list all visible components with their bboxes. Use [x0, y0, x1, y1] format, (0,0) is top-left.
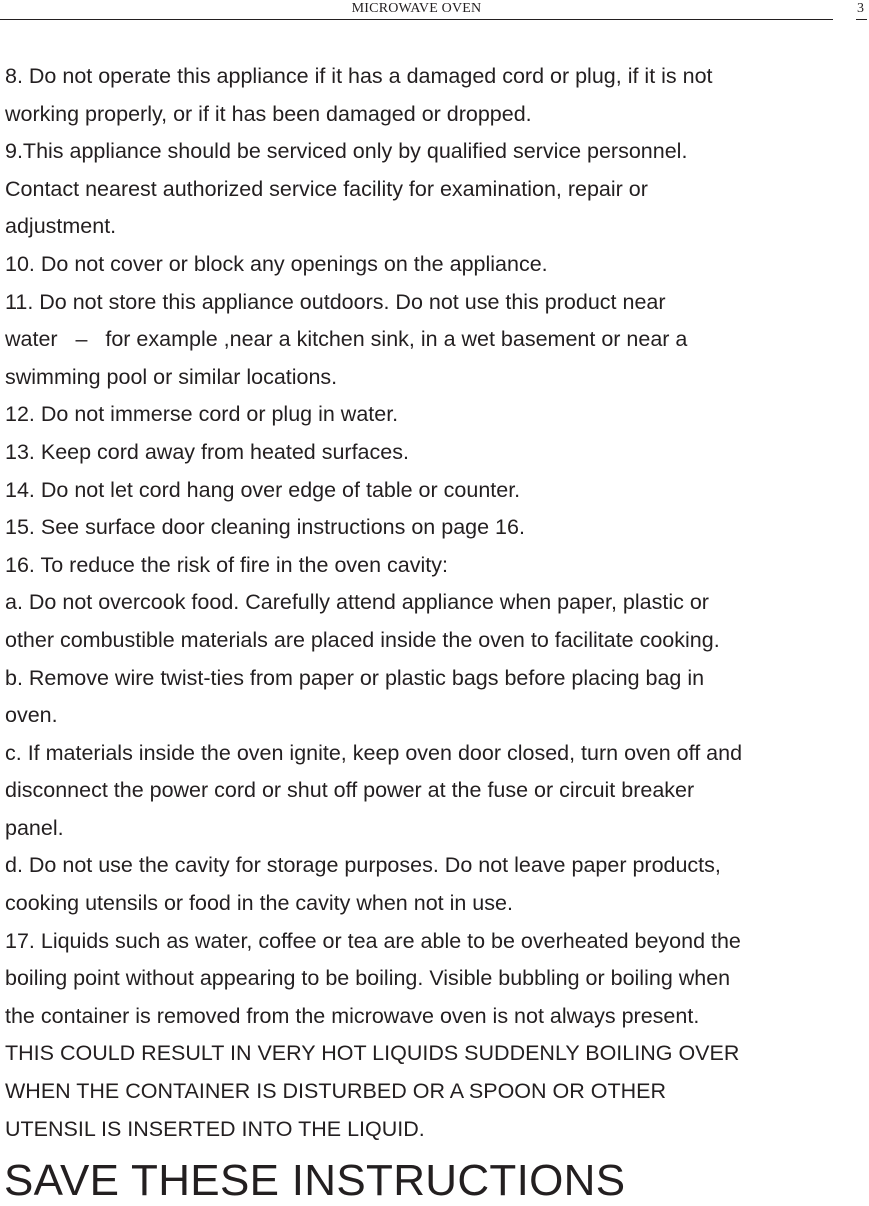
text-line: water – for example ,near a kitchen sink, in a wet basement or near a [5, 327, 688, 352]
text-line: 12. Do not immerse cord or plug in water. [5, 402, 399, 427]
text-line: other combustible materials are placed inside the oven to facilitate cooking. [5, 627, 720, 652]
header-title: MICROWAVE OVEN [351, 1, 482, 16]
text-line: 8. Do not operate this appliance if it has a damaged cord or plug, if it is not [5, 64, 713, 88]
text-line: 14. Do not let cord hang over edge of table or counter. [5, 477, 521, 502]
text-line: 10. Do not cover or block any openings on the appliance. [5, 251, 548, 276]
text-line: oven. [5, 703, 58, 728]
text-line: 17. Liquids such as water, coffee or tea are able to be overheated beyond the [5, 928, 741, 953]
text-line: c. If materials inside the oven ignite, keep oven door closed, turn oven off and [5, 740, 743, 765]
header-rule [0, 19, 833, 20]
text-line: cooking utensils or food in the cavity when not in use. [5, 891, 513, 916]
text-line: 9.This appliance should be serviced only by qualified service personnel. [5, 139, 688, 164]
text-line: working properly, or if it has been damaged or dropped. [5, 101, 532, 126]
text-line: d. Do not use the cavity for storage purposes. Do not leave paper products, [5, 853, 721, 878]
text-line: a. Do not overcook food. Carefully attend appliance when paper, plastic or [5, 590, 709, 615]
text-line: adjustment. [5, 214, 117, 239]
text-line: 15. See surface door cleaning instructions on page 16. [5, 515, 525, 540]
page-header [0, 0, 869, 22]
text-line: Contact nearest authorized service facility for examination, repair or [5, 176, 648, 201]
save-instructions-heading: SAVE THESE INSTRUCTIONS [4, 1156, 626, 1205]
text-line: WHEN THE CONTAINER IS DISTURBED OR A SPOON OR OTHER [5, 1079, 666, 1104]
text-line: UTENSIL IS INSERTED INTO THE LIQUID. [5, 1116, 425, 1141]
instructions-body [5, 58, 867, 1148]
text-line: panel. [5, 815, 64, 840]
text-line: boiling point without appearing to be boiling. Visible bubbling or boiling when [5, 966, 731, 991]
text-line: disconnect the power cord or shut off power at the fuse or circuit breaker [5, 778, 695, 803]
page-number-rule [856, 19, 867, 20]
text-line: THIS COULD RESULT IN VERY HOT LIQUIDS SUDDENLY BOILING OVER [5, 1041, 740, 1066]
text-line: swimming pool or similar locations. [5, 364, 338, 389]
text-line: the container is removed from the microwave oven is not always present. [5, 1003, 700, 1028]
text-line: 16. To reduce the risk of fire in the oven cavity: [5, 552, 448, 577]
text-line: 13. Keep cord away from heated surfaces. [5, 439, 409, 464]
text-line: 11. Do not store this appliance outdoors. Do not use this product near [5, 289, 666, 314]
text-line: b. Remove wire twist-ties from paper or plastic bags before placing bag in [5, 665, 705, 690]
page-number: 3 [857, 1, 864, 16]
